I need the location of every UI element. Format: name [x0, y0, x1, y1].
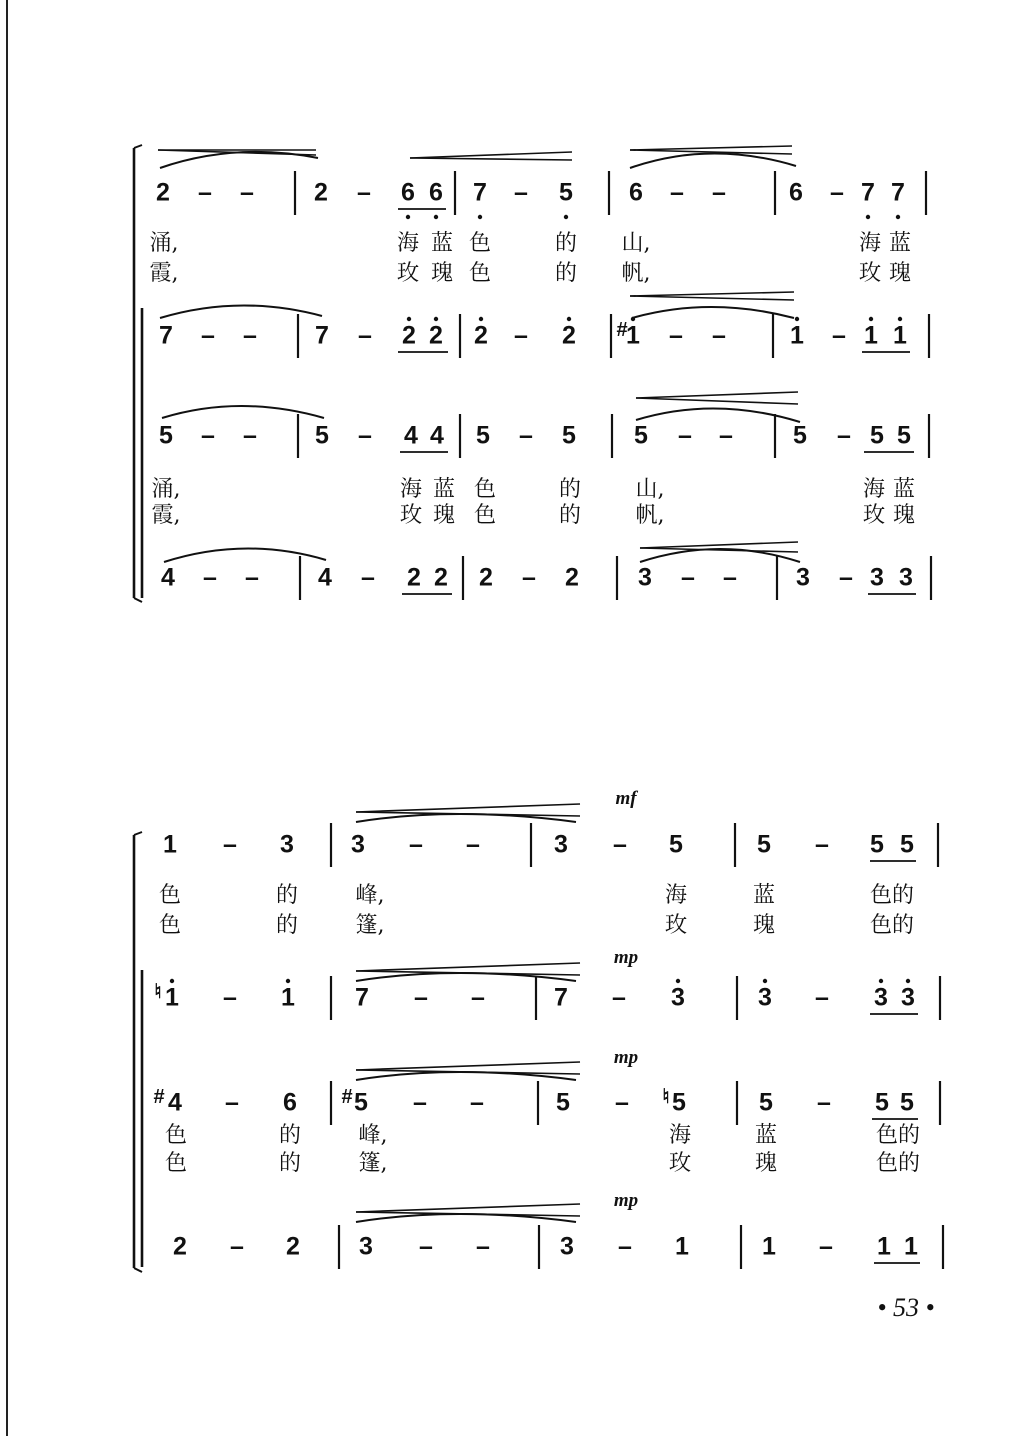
- lyric-syllable: 色的: [875, 1123, 921, 1148]
- note: 3: [758, 983, 772, 1012]
- lyric-syllable: 海: [664, 883, 688, 908]
- note: 5: [757, 830, 771, 859]
- octave-dot-below: [564, 215, 568, 219]
- lyric-syllable: 峰,: [355, 883, 385, 908]
- dash-note: –: [230, 1232, 244, 1261]
- lyric-syllable: 色的: [875, 1151, 921, 1176]
- note: 1: [675, 1232, 689, 1261]
- note: 5: [669, 830, 683, 859]
- lyric-syllable: 涌,: [149, 231, 179, 256]
- lyric-syllable: 霞,: [151, 503, 181, 528]
- page-number-value: 53: [893, 1293, 919, 1322]
- dash-note: –: [712, 321, 726, 350]
- note: 3: [671, 983, 685, 1012]
- note: 1: [864, 321, 878, 350]
- hairpin: [636, 392, 798, 398]
- lyric-syllable: 的: [275, 883, 299, 908]
- slur: [632, 307, 794, 318]
- note: 5: [759, 1088, 773, 1117]
- dash-note: –: [819, 1232, 833, 1261]
- dash-note: –: [514, 178, 528, 207]
- dash-note: –: [198, 178, 212, 207]
- note: 5: [793, 421, 807, 450]
- hairpin: [356, 804, 580, 812]
- note: 1: [877, 1232, 891, 1261]
- note: 3: [796, 563, 810, 592]
- dash-note: –: [837, 421, 851, 450]
- dash-note: –: [678, 421, 692, 450]
- note: 6: [283, 1088, 297, 1117]
- dash-note: –: [476, 1232, 490, 1261]
- lyric-syllable: 峰,: [358, 1123, 388, 1148]
- note: 7: [473, 178, 487, 207]
- dash-note: –: [203, 563, 217, 592]
- slur: [162, 406, 324, 418]
- note: 7: [861, 178, 875, 207]
- lyric-syllable: 色: [164, 1123, 188, 1148]
- note: 2: [286, 1232, 300, 1261]
- lyric-syllable: 蓝: [752, 883, 776, 908]
- lyric-syllable: 色: [164, 1151, 188, 1176]
- dash-note: –: [240, 178, 254, 207]
- note: 2: [565, 563, 579, 592]
- note: 5: [159, 421, 173, 450]
- lyric-syllable: 瑰: [888, 261, 912, 286]
- lyric-syllable: 蓝: [892, 477, 916, 502]
- lyric-syllable: 玫: [858, 261, 882, 286]
- dash-note: –: [723, 563, 737, 592]
- lyric-syllable: 海: [668, 1123, 692, 1148]
- note: 3: [899, 563, 913, 592]
- bracket-hook: [134, 145, 142, 148]
- lyric-syllable: 篷,: [355, 913, 385, 938]
- dash-note: –: [522, 563, 536, 592]
- octave-dot-below: [406, 215, 410, 219]
- dash-note: –: [201, 321, 215, 350]
- note: 2: [173, 1232, 187, 1261]
- note: 2: [479, 563, 493, 592]
- lyric-syllable: 山,: [635, 477, 665, 502]
- slur: [164, 548, 326, 562]
- dynamic-marking: mf: [615, 788, 637, 809]
- dash-note: –: [223, 983, 237, 1012]
- lyric-syllable: 篷,: [358, 1151, 388, 1176]
- dynamic-marking: mp: [613, 1190, 639, 1211]
- note: 6: [429, 178, 443, 207]
- hairpin: [410, 152, 572, 158]
- lyric-syllable: 色: [473, 477, 497, 502]
- note: 2: [429, 321, 443, 350]
- lyric-syllable: 色的: [869, 913, 915, 938]
- accidental: #: [341, 1086, 353, 1108]
- lyric-syllable: 瑰: [892, 503, 916, 528]
- lyric-syllable: 蓝: [888, 231, 912, 256]
- lyric-syllable: 玫: [664, 913, 688, 938]
- note: 4: [404, 421, 418, 450]
- bracket-hook: [134, 832, 142, 835]
- note: 4: [168, 1088, 182, 1117]
- lyric-syllable: 玫: [399, 503, 423, 528]
- dash-note: –: [409, 830, 423, 859]
- note: 3: [638, 563, 652, 592]
- dash-note: –: [519, 421, 533, 450]
- lyric-syllable: 玫: [862, 503, 886, 528]
- dash-note: –: [471, 983, 485, 1012]
- dash-note: –: [245, 563, 259, 592]
- accidental: #: [153, 1086, 165, 1108]
- note: 3: [280, 830, 294, 859]
- dynamic-marking: mp: [613, 947, 639, 968]
- dash-note: –: [839, 563, 853, 592]
- dash-note: –: [612, 983, 626, 1012]
- note: 2: [474, 321, 488, 350]
- note: 5: [634, 421, 648, 450]
- lyric-syllable: 色: [473, 503, 497, 528]
- octave-dot-below: [896, 215, 900, 219]
- dash-note: –: [225, 1088, 239, 1117]
- dash-note: –: [669, 321, 683, 350]
- accidental: ♮: [662, 1086, 670, 1108]
- hairpin: [640, 542, 798, 548]
- note: 7: [891, 178, 905, 207]
- lyric-syllable: 色: [468, 231, 492, 256]
- note: 6: [629, 178, 643, 207]
- dash-note: –: [615, 1088, 629, 1117]
- note: 5: [559, 178, 573, 207]
- octave-dot-below: [866, 215, 870, 219]
- lyric-syllable: 的: [558, 477, 582, 502]
- hairpin: [636, 398, 798, 404]
- lyric-syllable: 玫: [396, 261, 420, 286]
- lyric-syllable: 色: [468, 261, 492, 286]
- lyric-syllable: 蓝: [430, 231, 454, 256]
- note: 1: [165, 983, 179, 1012]
- dash-note: –: [815, 983, 829, 1012]
- dash-note: –: [243, 321, 257, 350]
- lyric-syllable: 海: [862, 477, 886, 502]
- note: 5: [875, 1088, 889, 1117]
- accidental: ♮: [154, 981, 162, 1003]
- note: 5: [476, 421, 490, 450]
- note: 5: [556, 1088, 570, 1117]
- lyric-syllable: 的: [554, 231, 578, 256]
- note: 5: [897, 421, 911, 450]
- note: 5: [672, 1088, 686, 1117]
- lyric-syllable: 霞,: [149, 261, 179, 286]
- lyric-syllable: 的: [278, 1151, 302, 1176]
- note: 1: [904, 1232, 918, 1261]
- dash-note: –: [514, 321, 528, 350]
- note: 2: [314, 178, 328, 207]
- dash-note: –: [419, 1232, 433, 1261]
- dash-note: –: [681, 563, 695, 592]
- note: 3: [554, 830, 568, 859]
- lyric-syllable: 的: [558, 503, 582, 528]
- note: 4: [161, 563, 175, 592]
- dash-note: –: [223, 830, 237, 859]
- note: 3: [359, 1232, 373, 1261]
- hairpin: [630, 146, 792, 150]
- note: 3: [870, 563, 884, 592]
- lyric-syllable: 涌,: [151, 477, 181, 502]
- dash-note: –: [470, 1088, 484, 1117]
- lyric-syllable: 瑰: [432, 503, 456, 528]
- accidental: #: [616, 319, 628, 341]
- hairpin: [630, 296, 794, 300]
- dash-note: –: [357, 178, 371, 207]
- lyric-syllable: 蓝: [432, 477, 456, 502]
- lyric-syllable: 瑰: [430, 261, 454, 286]
- lyric-syllable: 的: [278, 1123, 302, 1148]
- bracket-hook: [134, 598, 142, 602]
- dash-note: –: [618, 1232, 632, 1261]
- note: 1: [762, 1232, 776, 1261]
- lyric-syllable: 海: [399, 477, 423, 502]
- page-number: • 53 •: [877, 1293, 935, 1322]
- hairpin: [356, 1062, 580, 1070]
- dash-note: –: [830, 178, 844, 207]
- octave-dot-below: [478, 215, 482, 219]
- note: 5: [562, 421, 576, 450]
- note: 3: [351, 830, 365, 859]
- note: 3: [560, 1232, 574, 1261]
- dash-note: –: [414, 983, 428, 1012]
- note: 2: [562, 321, 576, 350]
- dash-note: –: [613, 830, 627, 859]
- note: 7: [554, 983, 568, 1012]
- note: 5: [315, 421, 329, 450]
- note: 1: [163, 830, 177, 859]
- octave-dot-below: [434, 215, 438, 219]
- dash-note: –: [358, 321, 372, 350]
- note: 5: [870, 830, 884, 859]
- lyric-syllable: 色: [158, 913, 182, 938]
- dash-note: –: [670, 178, 684, 207]
- note: 2: [402, 321, 416, 350]
- dash-note: –: [201, 421, 215, 450]
- note: 6: [401, 178, 415, 207]
- lyric-syllable: 瑰: [754, 1151, 778, 1176]
- dash-note: –: [817, 1088, 831, 1117]
- lyric-syllable: 瑰: [752, 913, 776, 938]
- dash-note: –: [466, 830, 480, 859]
- bracket-hook: [134, 1268, 142, 1272]
- lyric-syllable: 的: [554, 261, 578, 286]
- dash-note: –: [361, 563, 375, 592]
- note: 7: [355, 983, 369, 1012]
- lyric-syllable: 帆,: [635, 503, 665, 528]
- note: 5: [354, 1088, 368, 1117]
- hairpin: [410, 158, 572, 160]
- note: 5: [870, 421, 884, 450]
- note: 6: [789, 178, 803, 207]
- lyric-syllable: 色: [158, 883, 182, 908]
- dash-note: –: [413, 1088, 427, 1117]
- lyric-syllable: 海: [396, 231, 420, 256]
- note: 1: [790, 321, 804, 350]
- note: 3: [901, 983, 915, 1012]
- hairpin: [630, 292, 794, 296]
- note: 1: [893, 321, 907, 350]
- note: 2: [434, 563, 448, 592]
- lyric-syllable: 色的: [869, 883, 915, 908]
- lyric-syllable: 山,: [621, 231, 651, 256]
- lyric-syllable: 帆,: [621, 261, 651, 286]
- dash-note: –: [815, 830, 829, 859]
- note: 1: [626, 321, 640, 350]
- slur: [630, 153, 796, 168]
- note: 2: [407, 563, 421, 592]
- note: 5: [900, 1088, 914, 1117]
- note: 7: [159, 321, 173, 350]
- note: 7: [315, 321, 329, 350]
- note: 2: [156, 178, 170, 207]
- note: 1: [281, 983, 295, 1012]
- lyric-syllable: 的: [275, 913, 299, 938]
- note: 3: [874, 983, 888, 1012]
- dash-note: –: [358, 421, 372, 450]
- hairpin: [356, 963, 580, 971]
- dynamic-marking: mp: [613, 1047, 639, 1068]
- lyric-syllable: 蓝: [754, 1123, 778, 1148]
- lyric-syllable: 玫: [668, 1151, 692, 1176]
- lyric-syllable: 海: [858, 231, 882, 256]
- note: 5: [900, 830, 914, 859]
- dash-note: –: [712, 178, 726, 207]
- dash-note: –: [832, 321, 846, 350]
- dash-note: –: [243, 421, 257, 450]
- note: 4: [430, 421, 444, 450]
- hairpin: [356, 1204, 580, 1212]
- note: 4: [318, 563, 332, 592]
- dash-note: –: [719, 421, 733, 450]
